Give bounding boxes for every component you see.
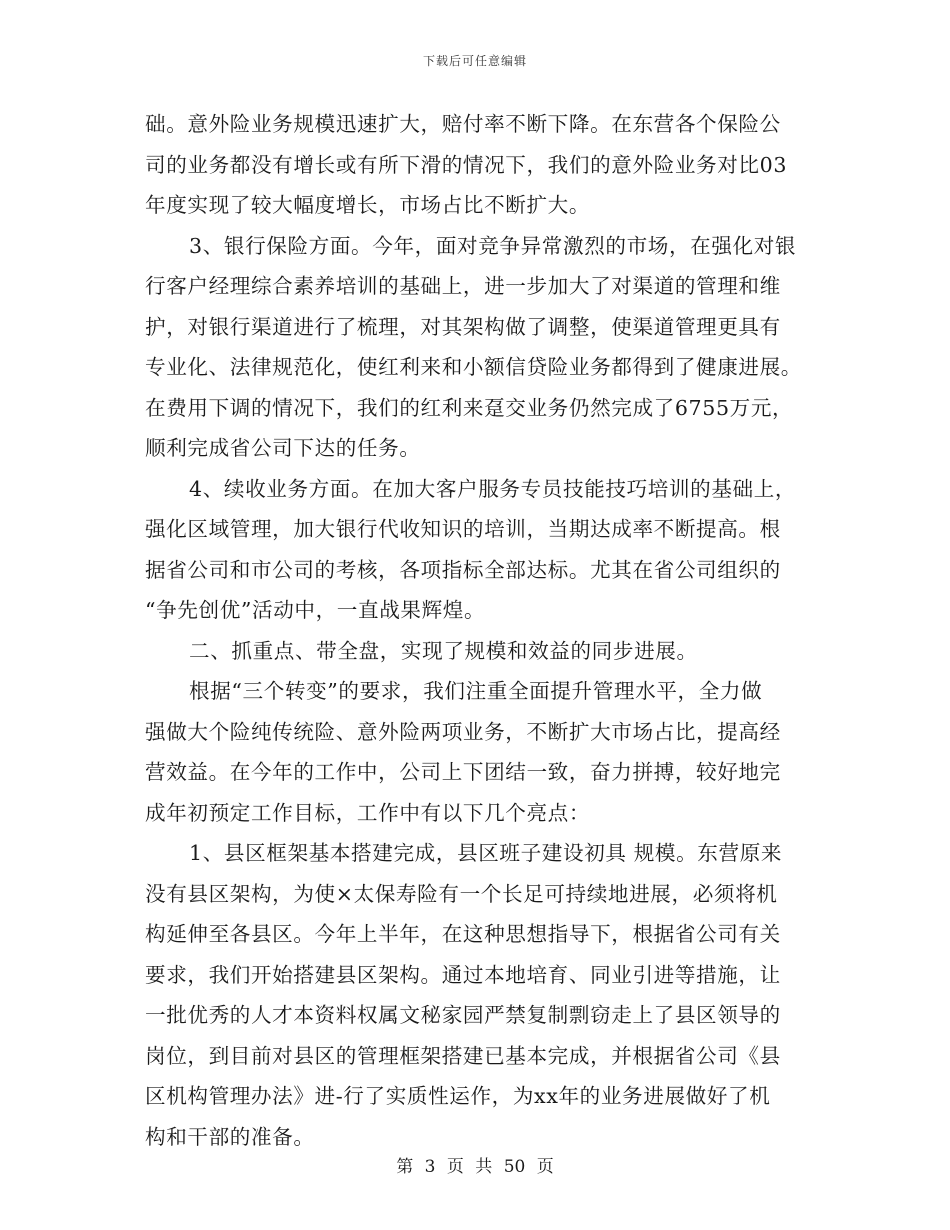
text-line: 行客户经理综合素养培训的基础上，进一步加大了对渠道的管理和维 [145,274,781,298]
text-line: 营效益。在今年的工作中，公司上下团结一致，奋力拼搏，较好地完 [145,760,781,784]
page-header: 下载后可任意编辑 [422,54,527,68]
text-line: 构和干部的准备。 [145,1124,315,1149]
text-line: “争先创优”活动中，一直战果辉煌。 [145,598,486,622]
text-line: 构延伸至各县区。今年上半年，在这种思想指导下，根据省公司有关 [145,922,781,946]
text-line: 强化区域管理，加大银行代收知识的培训，当期达成率不断提高。根 [145,517,781,541]
text-line: 一批优秀的人才本资料权属文秘家园严禁复制剽窃走上了县区领导的 [145,1003,781,1027]
text-line: 顺利完成省公司下达的任务。 [145,436,421,460]
text-line: 根据“三个转变”的要求，我们注重全面提升管理水平，全力做 [189,679,763,703]
text-line: 区机构管理办法》进-行了实质性运作，为xx年的业务进展做好了机 [145,1084,771,1108]
page-number-footer: 第 3 页 共 50 页 [396,1157,554,1177]
text-line: 成年初预定工作目标，工作中有以下几个亮点： [145,800,591,825]
document-body [145,104,825,1157]
text-line: 要求，我们开始搭建县区架构。通过本地培育、同业引进等措施，让 [145,962,781,987]
text-line: 强做大个险纯传统险、意外险两项业务，不断扩大市场占比，提高经 [145,719,781,744]
text-line: 1、县区框架基本搭建完成，县区班子建设初具 规模。东营原来 [189,841,783,865]
text-line: 4、续收业务方面。在加大客户服务专员技能技巧培训的基础上， [189,476,797,501]
text-line: 护，对银行渠道进行了梳理，对其架构做了调整，使渠道管理更具有 [145,314,781,339]
text-line: 专业化、法律规范化，使红利来和小额信贷险业务都得到了健康进展。 [145,355,803,379]
text-line: 岗位，到目前对县区的管理框架搭建已基本完成，并根据省公司《县 [145,1043,781,1068]
section-heading: 二、抓重点、带全盘，实现了规模和效益的同步进展。 [189,638,698,663]
text-line: 在费用下调的情况下，我们的红利来趸交业务仍然完成了6755万元， [145,395,794,420]
text-line: 司的业务都没有增长或有所下滑的情况下，我们的意外险业务对比03 [145,152,788,177]
text-line: 3、银行保险方面。今年，面对竞争异常激烈的市场，在强化对银 [189,233,797,258]
text-line: 据省公司和市公司的考核，各项指标全部达标。尤其在省公司组织的 [145,557,781,582]
text-line: 础。意外险业务规模迅速扩大，赔付率不断下降。在东营各个保险公 [145,112,781,136]
text-line: 年度实现了较大幅度增长，市场占比不断扩大。 [145,193,591,217]
text-line: 没有县区架构，为使×太保寿险有一个长足可持续地进展，必须将机 [145,881,778,906]
